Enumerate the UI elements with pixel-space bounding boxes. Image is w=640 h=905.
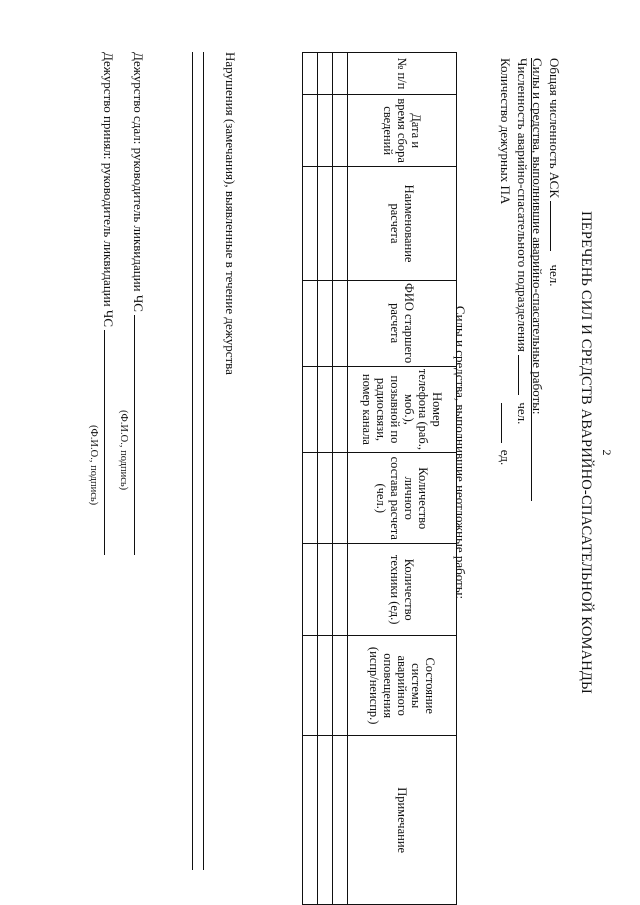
table-row (333, 53, 348, 905)
unit-strength-label: Численность аварийно-спасательного подразделения (515, 58, 530, 352)
accepted-label: Дежурство принял: руководитель ликвидации ЧС (101, 52, 116, 328)
table-cell[interactable] (318, 167, 333, 280)
table-cell[interactable] (303, 366, 318, 453)
unit-strength-unit: чел. (515, 402, 530, 425)
vehicles-unit: ед. (498, 449, 513, 466)
table-cell[interactable] (303, 544, 318, 636)
table-cell[interactable] (318, 53, 333, 95)
table-cell[interactable] (333, 366, 348, 453)
forces-underline (531, 58, 532, 501)
table-cell[interactable] (318, 453, 333, 544)
total-strength-line (546, 58, 562, 287)
col-number-header: № п/п (348, 53, 457, 95)
total-strength-unit: чел. (547, 264, 562, 287)
total-strength-label: Общая численность АСК (547, 58, 562, 198)
col-alert-system-header: Состояние системы аварийного оповещения (испр/неиспр.) (348, 636, 457, 736)
table-row (318, 53, 333, 905)
table-cell[interactable] (318, 544, 333, 636)
table-cell[interactable] (318, 636, 333, 736)
forces-table (302, 52, 457, 905)
accepted-signature-field[interactable] (104, 330, 116, 555)
violations-line-2[interactable] (192, 52, 193, 870)
table-cell[interactable] (333, 94, 348, 167)
total-strength-field[interactable] (550, 201, 562, 251)
table-cell[interactable] (333, 53, 348, 95)
col-note-header: Примечание (348, 736, 457, 905)
violations-label: Нарушения (замечания), выявленные в течение дежурства (223, 52, 238, 375)
table-cell[interactable] (318, 736, 333, 905)
unit-strength-field[interactable] (518, 355, 530, 395)
col-team-name-header: Наименование расчета (348, 167, 457, 280)
table-cell[interactable] (303, 736, 318, 905)
handed-over-signature-field[interactable] (134, 315, 146, 555)
table-cell[interactable] (333, 280, 348, 366)
table-cell[interactable] (303, 636, 318, 736)
vehicles-line (497, 58, 513, 465)
table-cell[interactable] (303, 53, 318, 95)
table-cell[interactable] (333, 167, 348, 280)
unit-strength-line (514, 58, 530, 424)
table-cell[interactable] (303, 280, 318, 366)
table-row (303, 53, 318, 905)
table-cell[interactable] (303, 94, 318, 167)
table-cell[interactable] (333, 736, 348, 905)
handed-over-line (130, 52, 146, 555)
document-title: ПЕРЕЧЕНЬ СИЛ И СРЕДСТВ АВАРИЙНО-СПАСАТЕЛЬНОЙ КОМАНДЫ (578, 211, 594, 694)
table-cell[interactable] (318, 94, 333, 167)
vehicles-label: Количество дежурных ПА (498, 58, 513, 205)
col-team-leader-header: ФИО старшего расчета (348, 280, 457, 366)
table-caption: Силы и средства, выполнившие неотложные работы: (453, 305, 468, 600)
accepted-line (100, 52, 116, 555)
col-phone-header: Номер телефона (раб., моб.), позывной по радиосвязи, номер канала (348, 366, 457, 453)
accepted-caption: (Ф.И.О., подпись) (88, 425, 99, 506)
handed-over-label: Дежурство сдал: руководитель ликвидации ЧС (131, 52, 146, 312)
table-cell[interactable] (318, 366, 333, 453)
forces-label: Силы и средства, выполнившие аварийно-спасательные работы: (530, 58, 545, 415)
table-cell[interactable] (333, 544, 348, 636)
col-personnel-header: Количество личного состава расчета (чел.) (348, 453, 457, 544)
col-equipment-header: Количество техники (ед.) (348, 544, 457, 636)
page-number: 2 (600, 449, 614, 456)
col-date-header: Дата и время сбора сведений (348, 94, 457, 167)
violations-line-1[interactable] (203, 52, 204, 870)
table-cell[interactable] (333, 453, 348, 544)
table-cell[interactable] (303, 167, 318, 280)
table-cell[interactable] (318, 280, 333, 366)
table-cell[interactable] (303, 453, 318, 544)
table-header-row (348, 53, 457, 905)
handed-over-caption: (Ф.И.О., подпись) (118, 410, 129, 491)
table-cell[interactable] (333, 636, 348, 736)
vehicles-field[interactable] (501, 403, 513, 443)
